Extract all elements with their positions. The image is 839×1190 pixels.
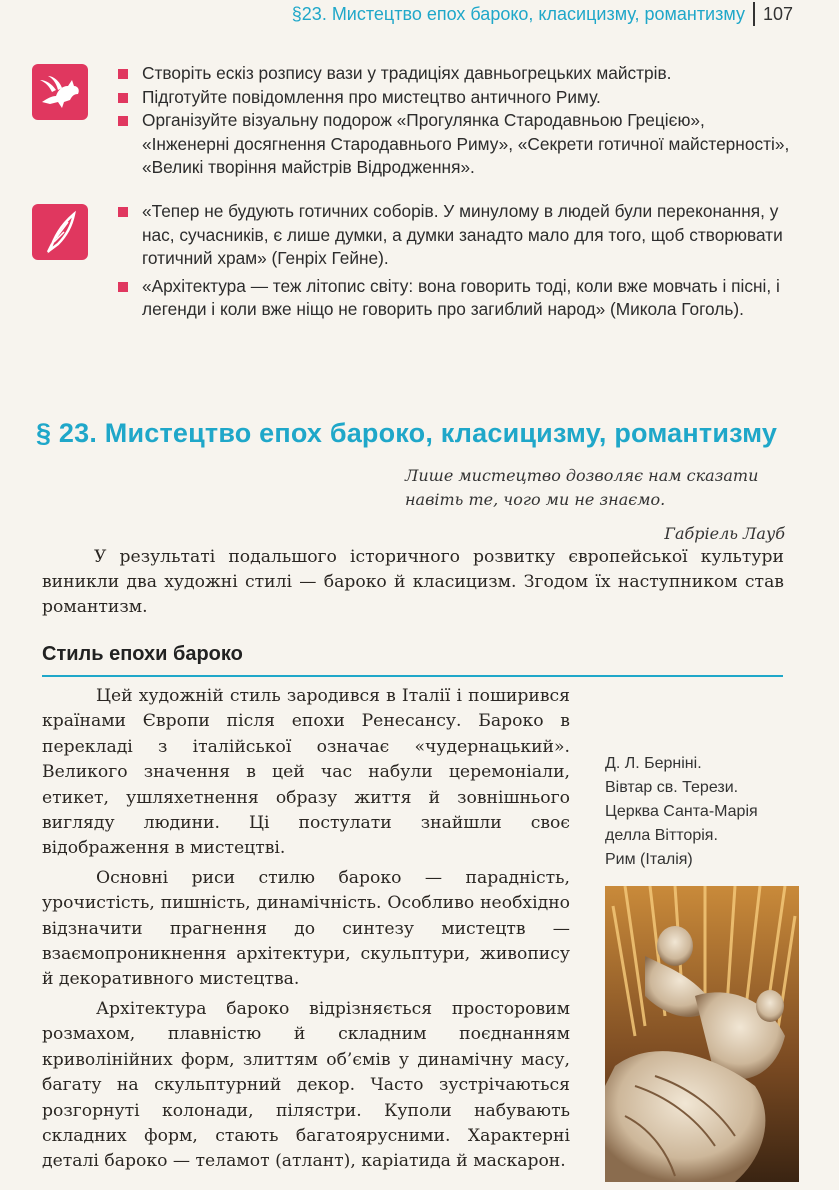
task-item: Підготуйте повідомлення про мистецтво античного Риму. — [114, 86, 792, 110]
caption-line: Рим (Італія) — [605, 851, 693, 868]
task-item: Створіть ескіз розпису вази у традиціях давньогрецьких майстрів. — [114, 62, 792, 86]
task-item: Організуйте візуальну подорож «Прогулянка Стародавньою Грецією», «Інженерні досягнення Стародавнього Риму», «Секрети готичної майстерності», «Великі творіння майстрів Відродження». — [114, 109, 792, 180]
subsection-title: Стиль епохи бароко — [42, 643, 243, 665]
caption-line: Церква Санта-Марія — [605, 803, 758, 820]
sculpture-photo — [605, 886, 799, 1182]
intro-paragraph: У результаті подальшого історичного розвитку європейської культури виникли два художні стилі — бароко й класицизм. Згодом їх наступником став романтизм. — [42, 547, 784, 617]
quote-item: «Тепер не будують готичних соборів. У минулому в людей були переконання, у нас, сучасників, є лише думки, а думки занадто мало для того, щоб створювати готичний храм» (Генріх Гейне). — [114, 200, 792, 271]
body-paragraph: Архітектура бароко відрізняється просторовим розмахом, плавністю й складним поєднанням криволінійних форм, злиттям об’ємів у динамічну масу, багату на скульптурний декор. Часто зустрічаються розгорнуті колонади, пілястри. Куполи набувають складних форм, стають багатоярусними. Характерні деталі бароко — теламот (атлант), каріатида й маскарон. — [42, 998, 570, 1172]
quote-item: «Архітектура — теж літопис світу: вона говорить тоді, коли вже мовчать і пісні, і легенди і коли вже ніщо не говорить про загиблий народ» (Микола Гоголь). — [114, 275, 792, 322]
caption-line: Д. Л. Берніні. — [605, 755, 702, 772]
caption-line: делла Вітторія. — [605, 827, 718, 844]
quotes-block — [32, 200, 792, 350]
page-number: 107 — [762, 4, 793, 24]
tasks-block — [32, 62, 792, 192]
figure-caption — [605, 752, 805, 872]
body-column — [42, 684, 570, 1179]
epigraph — [405, 464, 785, 546]
task-list — [114, 62, 792, 180]
running-title: §23. Мистецтво епох бароко, класицизму, романтизму — [291, 4, 745, 24]
body-paragraph: Цей художній стиль зародився в Італії і поширився країнами Європи після епохи Ренесансу. Бароко в перекладі з італійської означає «чудернацький». Великого значення в цей час набули церемоніали, етикет, ушляхетнення образу життя й зовнішнього вигляду людини. Ці постулати знайшли своє відображення в мистецтві. — [42, 686, 570, 859]
subsection-rule — [42, 675, 783, 677]
epigraph-author: Габріель Лауб — [664, 524, 785, 543]
header-divider — [753, 2, 755, 26]
section-title: § 23. Мистецтво епох бароко, класицизму, романтизму — [36, 418, 778, 448]
caption-line: Вівтар св. Терези. — [605, 779, 739, 796]
epigraph-line: навіть те, чого ми не знаємо. — [405, 490, 666, 509]
body-paragraph: Основні риси стилю бароко — парадність, урочистість, пишність, динамічність. Особливо необхідно відзначити прагнення до синтезу мистецтв — взаємопроникнення архітектури, скульптури, живопису й декоративного мистецтва. — [42, 867, 570, 990]
epigraph-line: Лише мистецтво дозволяє нам сказати — [405, 466, 759, 485]
pegasus-icon — [32, 64, 88, 120]
quote-list — [114, 200, 792, 322]
quill-icon — [32, 204, 88, 260]
running-header — [292, 0, 793, 26]
